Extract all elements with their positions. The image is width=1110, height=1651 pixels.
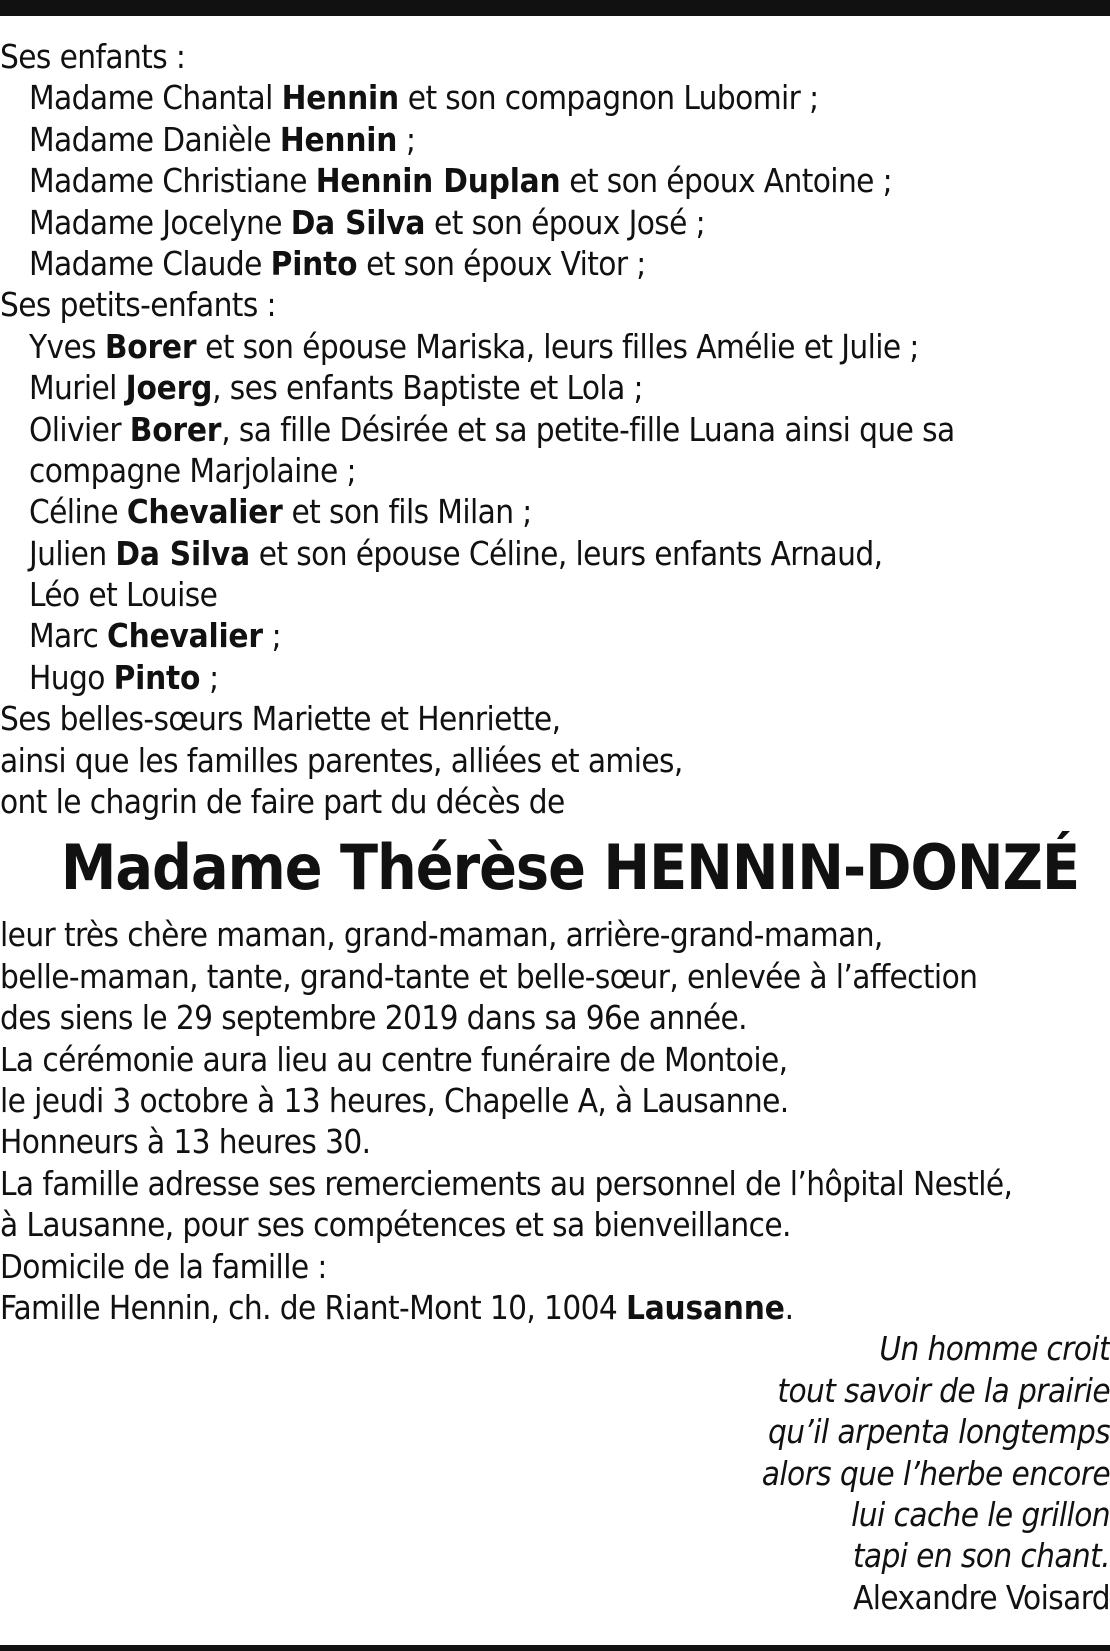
grandchild-entry: Yves Borer et son épouse Mariska, leurs filles Amélie et Julie ; [29,326,919,366]
grandchild-entry: Hugo Pinto ; [29,657,219,697]
children-list [0,77,1110,284]
poem-line: lui cache le grillon [851,1494,1110,1534]
deceased-name: Madame Thérèse HENNIN-DONZÉ [60,831,1080,905]
ceremony-line: La cérémonie aura lieu au centre funéraire de Montoie, [0,1039,788,1079]
child-entry: Madame Claude Pinto et son époux Vitor ; [29,243,646,283]
child-entry: Madame Chantal Hennin et son compagnon Lubomir ; [29,78,819,118]
poem-author: Alexandre Voisard [853,1577,1110,1617]
poem-line: tapi en son chant. [852,1536,1110,1576]
child-entry: Madame Danièle Hennin ; [29,119,416,159]
family-address: Famille Hennin, ch. de Riant-Mont 10, 1004 Lausanne. [0,1287,794,1327]
body-line: leur très chère maman, grand-maman, arrière-grand-maman, [0,915,883,955]
grandchild-entry: Marc Chevalier ; [29,616,282,656]
child-surname: Hennin [281,78,399,118]
child-surname: Hennin Duplan [315,161,561,201]
grandchild-entry-continuation: Léo et Louise [29,575,218,615]
ceremony-line: le jeudi 3 octobre à 13 heures, Chapelle A, à Lausanne. [0,1080,789,1120]
grandchild-entry: Céline Chevalier et son fils Milan ; [29,492,532,532]
grandchild-surname: Pinto [113,657,201,697]
intro-line: ainsi que les familles parentes, alliées et amies, [0,740,683,780]
grandchild-surname: Joerg [125,368,213,408]
child-surname: Pinto [270,243,358,283]
honours-line: Honneurs à 13 heures 30. [0,1122,371,1162]
grandchild-surname: Chevalier [107,616,263,656]
poem-line: tout savoir de la prairie [777,1370,1110,1410]
children-heading: Ses enfants : [0,37,186,76]
thanks-line: à Lausanne, pour ses compétences et sa bienveillance. [0,1205,791,1245]
bottom-rule [0,1645,1110,1651]
body-line: des siens le 29 septembre 2019 dans sa 96e année. [0,998,748,1038]
poem-line: alors que l’herbe encore [761,1453,1110,1493]
obituary-notice [0,36,1110,1618]
grandchild-surname: Da Silva [115,533,250,573]
poem-line: qu’il arpenta longtemps [767,1412,1110,1452]
grandchild-entry-continuation: compagne Marjolaine ; [29,450,356,490]
intro-line: ont le chagrin de faire part du décès de [0,782,565,822]
poem [0,1328,1110,1618]
grandchild-entry: Olivier Borer, sa fille Désirée et sa petite-fille Luana ainsi que sa [29,409,955,449]
grandchildren-list [0,326,1110,699]
grandchildren-heading: Ses petits-enfants : [0,285,276,325]
child-surname: Da Silva [290,202,426,242]
child-entry: Madame Christiane Hennin Duplan et son époux Antoine ; [29,161,893,201]
grandchild-surname: Borer [104,326,197,366]
child-surname: Hennin [279,119,398,159]
grandchild-entry: Julien Da Silva et son épouse Céline, leurs enfants Arnaud, [29,533,883,573]
body-line: belle-maman, tante, grand-tante et belle-sœur, enlevée à l’affection [0,956,978,996]
thanks-line: La famille adresse ses remerciements au personnel de l’hôpital Nestlé, [0,1163,1013,1203]
top-rule [0,0,1110,16]
domicile-heading: Domicile de la famille : [0,1246,327,1286]
address-city: Lausanne [626,1287,785,1327]
intro-line: Ses belles-sœurs Mariette et Henriette, [0,699,561,739]
grandchild-surname: Chevalier [126,492,283,532]
grandchild-entry: Muriel Joerg, ses enfants Baptiste et Lola ; [29,368,643,408]
grandchild-surname: Borer [129,409,222,449]
child-entry: Madame Jocelyne Da Silva et son époux José ; [29,202,706,242]
poem-line: Un homme croit [879,1329,1110,1369]
